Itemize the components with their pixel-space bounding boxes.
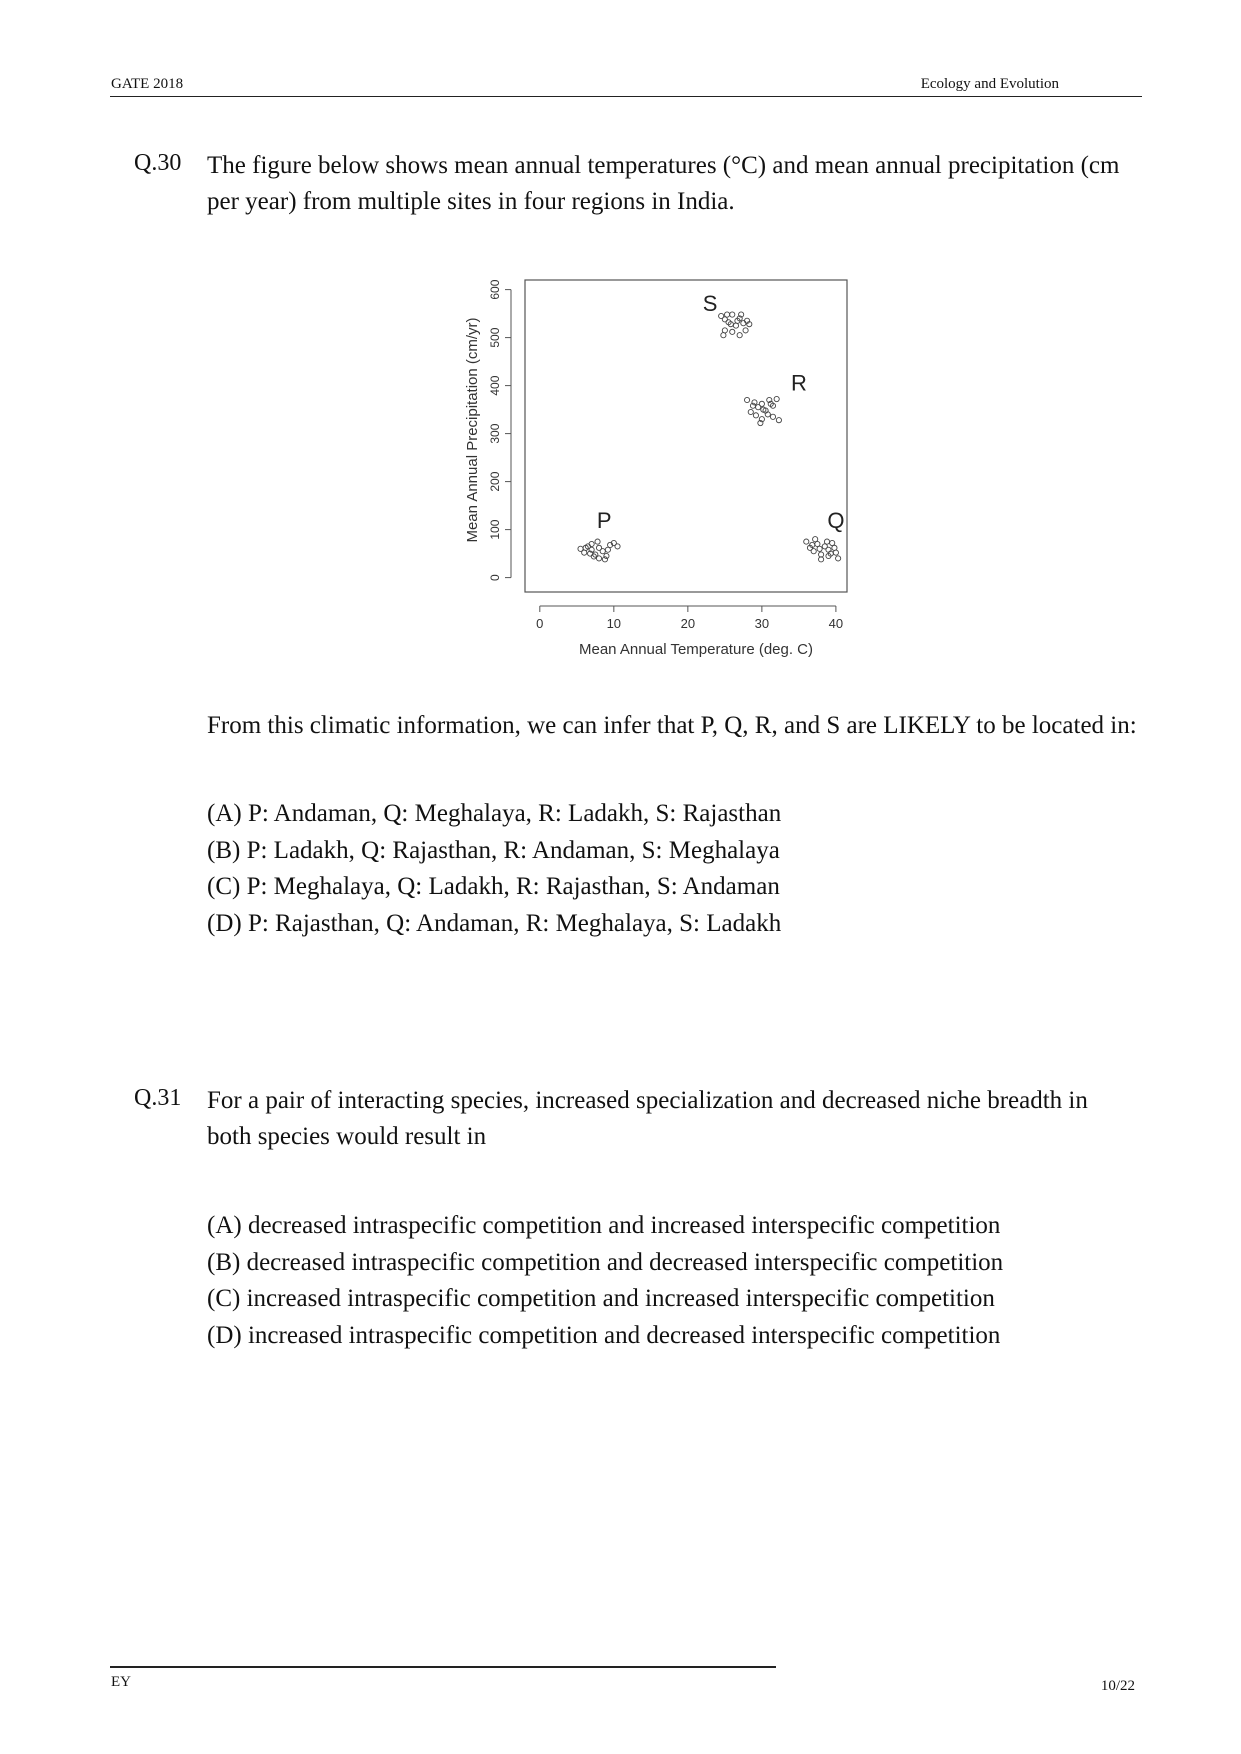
footer-rule (110, 1666, 776, 1668)
y-tick-label: 500 (488, 327, 502, 348)
data-point-s (743, 328, 748, 333)
data-point-r (744, 397, 749, 402)
cluster-label-p: P (596, 508, 612, 534)
y-tick-label: 0 (488, 574, 502, 581)
data-point-p (605, 547, 610, 552)
header-exam-title: GATE 2018 (111, 76, 184, 92)
data-point-r (770, 414, 775, 419)
x-axis-title: Mean Annual Temperature (deg. C) (578, 641, 814, 658)
y-tick-label: 300 (488, 423, 502, 444)
x-tick-label: 30 (754, 616, 770, 631)
data-point-q (813, 537, 818, 542)
data-point-q (804, 539, 809, 544)
question-31-text: For a pair of interacting species, increased specialization and decreased niche breadth in both species would result in (207, 1087, 1088, 1150)
data-point-p (602, 557, 607, 562)
question-31-option-c[interactable]: (C) increased intraspecific competition and increased interspecific competition (207, 1285, 995, 1312)
y-tick-label: 200 (488, 471, 502, 492)
x-tick-label: 10 (606, 616, 622, 631)
question-31-number: Q.31 (134, 1085, 182, 1111)
data-point-r (776, 418, 781, 423)
question-30-option-c[interactable]: (C) P: Meghalaya, Q: Ladakh, R: Rajasthan, S: Andaman (207, 873, 780, 900)
y-tick-label: 400 (488, 375, 502, 396)
header-subject: Ecology and Evolution (920, 76, 1059, 92)
question-30-options (207, 796, 781, 942)
question-30-number: Q.30 (134, 150, 182, 176)
y-tick-label: 100 (488, 519, 502, 540)
question-31-option-a[interactable]: (A) decreased intraspecific competition and increased interspecific competition (207, 1212, 1001, 1239)
data-point-p (596, 556, 601, 561)
data-point-p (604, 553, 609, 558)
scatter-chart (460, 272, 870, 672)
data-point-r (753, 413, 758, 418)
x-tick-label: 40 (828, 616, 844, 631)
data-point-r (774, 396, 779, 401)
cluster-label-s: S (702, 291, 718, 317)
data-point-r (759, 401, 764, 406)
data-point-s (730, 329, 735, 334)
data-point-p (600, 549, 605, 554)
question-31-option-b[interactable]: (B) decreased intraspecific competition and decreased interspecific competition (207, 1248, 1004, 1276)
x-tick-label: 0 (536, 616, 544, 631)
question-31-options (207, 1208, 1003, 1354)
cluster-label-r: R (790, 370, 807, 396)
question-30-option-b[interactable]: (B) P: Ladakh, Q: Rajasthan, R: Andaman, S: Meghalaya (207, 836, 780, 864)
data-point-r (750, 403, 755, 408)
data-point-q (811, 549, 816, 554)
footer-page-number: 10/22 (1100, 1678, 1135, 1694)
plot-frame (525, 280, 847, 592)
data-point-p (595, 539, 600, 544)
cluster-label-q: Q (827, 508, 845, 534)
data-point-p (615, 544, 620, 549)
question-31-option-d[interactable]: (D) increased intraspecific competition and decreased interspecific competition (207, 1321, 1001, 1349)
question-30-option-a[interactable]: (A) P: Andaman, Q: Meghalaya, R: Ladakh, S: Rajasthan (207, 800, 782, 827)
data-point-s (730, 312, 735, 317)
x-tick-label: 20 (680, 616, 696, 631)
data-point-r (748, 409, 753, 414)
data-point-q (832, 545, 837, 550)
data-point-q (836, 556, 841, 561)
y-axis-title: Mean Annual Precipitation (cm/yr) (464, 317, 481, 543)
data-point-q (817, 546, 822, 551)
header-rule (110, 96, 1142, 97)
data-point-r (752, 400, 757, 405)
footer-paper-code: EY (111, 1674, 131, 1690)
data-point-q (824, 539, 829, 544)
question-30-followup: From this climatic information, we can infer that P, Q, R, and S are LIKELY to be located in: (207, 712, 1137, 739)
data-point-s (724, 312, 729, 317)
y-tick-label: 600 (488, 279, 502, 300)
data-point-s (721, 333, 726, 338)
question-30-text: The figure below shows mean annual temperatures (°C) and mean annual precipitation (cm per year) from multiple sites in four regions in India. (207, 152, 1120, 215)
data-point-s (737, 333, 742, 338)
question-30-option-d[interactable]: (D) P: Rajasthan, Q: Andaman, R: Meghalaya, S: Ladakh (207, 909, 782, 937)
